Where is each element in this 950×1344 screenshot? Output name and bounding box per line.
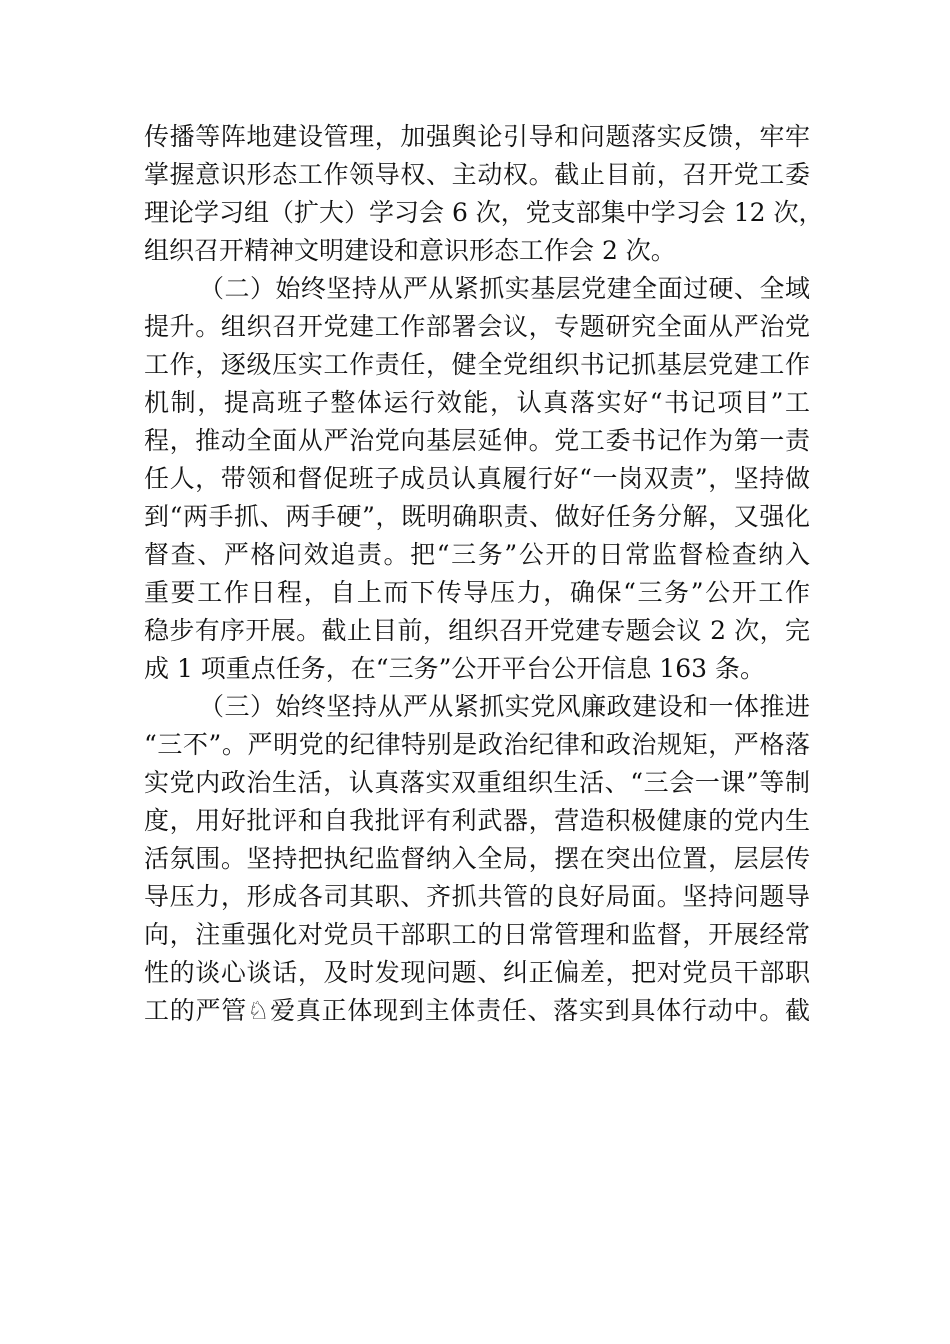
text-line: 重要工作日程，自上而下传导压力，确保“三务”公开工作 [144, 578, 810, 607]
text-line: 任人，带领和督促班子成员认真履行好“一岗双责”，坚持做 [144, 464, 810, 493]
paragraph-2 [144, 270, 810, 688]
paragraph-1 [144, 118, 824, 270]
text-line: 程，推动全面从严治党向基层延伸。党工委书记作为第一责 [144, 426, 810, 455]
text-line: 实党内政治生活，认真落实双重组织生活、“三会一课”等制 [144, 768, 810, 797]
text-line: 组织召开精神文明建设和意识形态工作会 2 次。 [144, 236, 676, 265]
text-line: 活氛围。坚持把执纪监督纳入全局，摆在突出位置，层层传 [144, 844, 810, 873]
text-line: 导压力，形成各司其职、齐抓共管的良好局面。坚持问题导 [144, 882, 810, 911]
text-line: 到“两手抓、两手硬”，既明确职责、做好任务分解，又强化 [144, 502, 810, 531]
text-line: 督查、严格问效追责。把“三务”公开的日常监督检查纳入 [144, 540, 810, 569]
text-line: 成 1 项重点任务，在“三务”公开平台公开信息 163 条。 [144, 654, 765, 683]
document-body [144, 118, 824, 1030]
text-line: 机制，提高班子整体运行效能，认真落实好“书记项目”工 [144, 388, 810, 417]
text-line: （三）始终坚持从严从紧抓实党风廉政建设和一体推进 [199, 692, 810, 721]
text-line: 工的严管♘爱真正体现到主体责任、落实到具体行动中。截 [144, 996, 810, 1025]
text-line: “三不”。严明党的纪律特别是政治纪律和政治规矩，严格落 [144, 730, 810, 759]
text-line: 掌握意识形态工作领导权、主动权。截止目前，召开党工委 [144, 160, 810, 189]
text-line: （二）始终坚持从严从紧抓实基层党建全面过硬、全域 [199, 274, 810, 303]
text-line: 理论学习组（扩大）学习会 6 次，党支部集中学习会 12 次， [144, 198, 824, 227]
text-line: 度，用好批评和自我批评有利武器，营造积极健康的党内生 [144, 806, 810, 835]
text-line: 向，注重强化对党员干部职工的日常管理和监督，开展经常 [144, 920, 810, 949]
text-line: 稳步有序开展。截止目前，组织召开党建专题会议 2 次，完 [144, 616, 810, 645]
text-line: 提升。组织召开党建工作部署会议，专题研究全面从严治党 [144, 312, 810, 341]
text-line: 传播等阵地建设管理，加强舆论引导和问题落实反馈，牢牢 [144, 122, 810, 151]
text-line: 性的谈心谈话，及时发现问题、纠正偏差，把对党员干部职 [144, 958, 810, 987]
paragraph-3 [144, 688, 810, 1030]
text-line: 工作，逐级压实工作责任，健全党组织书记抓基层党建工作 [144, 350, 810, 379]
